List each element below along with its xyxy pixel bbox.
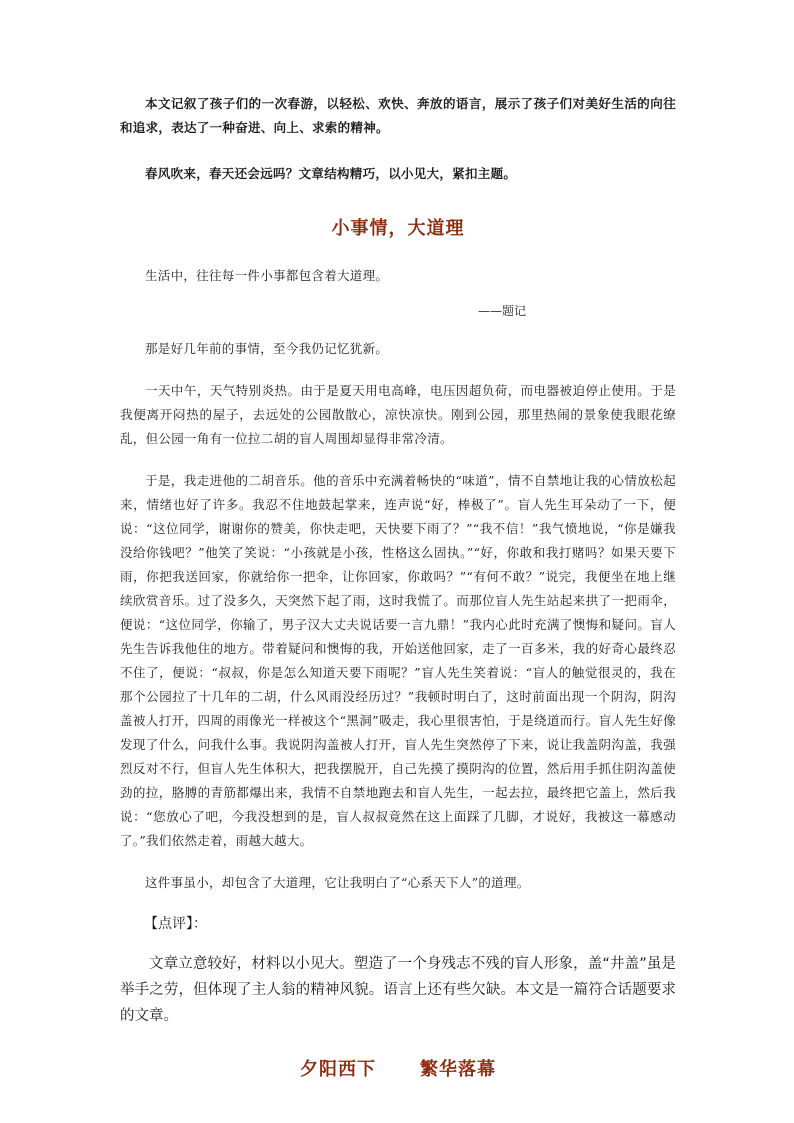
- essay-paragraph: 于是，我走进他的二胡音乐。他的音乐中充满着畅快的“味道”，情不自禁地让我的心情放松起来，情绪也好了许多。我忍不住地鼓起掌来，连声说“好，棒极了”。盲人先生耳朵动了一下，便说：“这位同学，谢谢你的赞美，你快走吧，天快要下雨了？”“我不信！”我气愤地说，“你是嫌我没给你钱吧？”他笑了笑说：“小孩就是小孩，性格这么固执。”“好，你敢和我打赌吗？如果天要下雨，你把我送回家，你就给你一把伞，让你回家，你敢吗？”“有何不敢？”说完，我便坐在地上继续欣赏音乐。过了没多久，天突然下起了雨，这时我慌了。而那位盲人先生站起来拱了一把雨伞，便说：“这位同学，你输了，男子汉大丈夫说话要一言九鼎！”我内心此时充满了懊悔和疑问。盲人先生告诉我他住的地方。带着疑问和懊悔的我，开始送他回家，走了一百多米，我的好奇心最终忍不住了，便说：“叔叔，你是怎么知道天要下雨呢？”盲人先生笑着说：“盲人的触觉很灵的，我在那个公园拉了十几年的二胡，什么风雨没经历过？”我顿时明白了，这时前面出现一个阴沟，阴沟盖被人打开，四周的雨像光一样被这个“黑洞”吸走，我心里很害怕，于是绕道而行。盲人先生好像发现了什么，问我什么事。我说阴沟盖被人打开，盲人先生突然停了下来，说让我盖阴沟盖，我强烈反对不行，但盲人先生体积大，把我摆脱开，自己先摸了摸阴沟的位置，然后用手抓住阴沟盖使劲的拉，胳膊的青筋都爆出来，我情不自禁地跑去和盲人先生，一起去拉，最终把它盖上，然后我说：“您放心了吧，今我没想到的是，盲人叔叔竟然在这上面踩了几脚，才说好，我被这一幕感动了。”我们依然走着，雨越大越大。: [120, 473, 676, 848]
- essay-paragraph: 这件事虽小，却包含了大道理，它让我明白了“心系天下人”的道理。: [145, 875, 530, 890]
- document-page: [120, 92, 676, 1081]
- comment-label: 【点评】：: [144, 916, 207, 932]
- next-title-part-1: 夕阳西下: [300, 1059, 376, 1080]
- next-essay-title: [120, 1055, 676, 1081]
- essay-title: 小事情，大道理: [331, 218, 465, 239]
- next-title-part-2: 繁华落幕: [420, 1059, 496, 1080]
- intro-paragraph-1: 本文记叙了孩子们的一次春游，以轻松、欢快、奔放的语言，展示了孩子们对美好生活的向往和追求，表达了一种奋进、向上、求索的精神。: [120, 96, 676, 135]
- epigraph-source: ——题记: [477, 304, 526, 318]
- essay-paragraph: 那是好几年前的事情，至今我仍记忆犹新。: [145, 341, 389, 356]
- comment-text: 文章立意较好，材料以小见大。塑造了一个身残志不残的盲人形象，盖“井盖”虽是举手之劳，但体现了主人翁的精神风貌。语言上还有些欠缺。本文是一篇符合话题要求的文章。: [120, 956, 676, 1024]
- intro-paragraph-2: 春风吹来，春天还会远吗？文章结构精巧，以小见大，紧扣主题。: [145, 166, 517, 181]
- essay-paragraph: 一天中午，天气特别炎热。由于是夏天用电高峰，电压因超负荷，而电器被迫停止使用。于是我便离开闷热的屋子，去远处的公园散散心，凉快凉快。刚到公园，那里热闹的景象使我眼花缭乱，但公园一角有一位拉二胡的盲人周围却显得非常冷清。: [120, 383, 676, 446]
- epigraph: 生活中，往往每一件小事都包含着大道理。: [145, 268, 389, 283]
